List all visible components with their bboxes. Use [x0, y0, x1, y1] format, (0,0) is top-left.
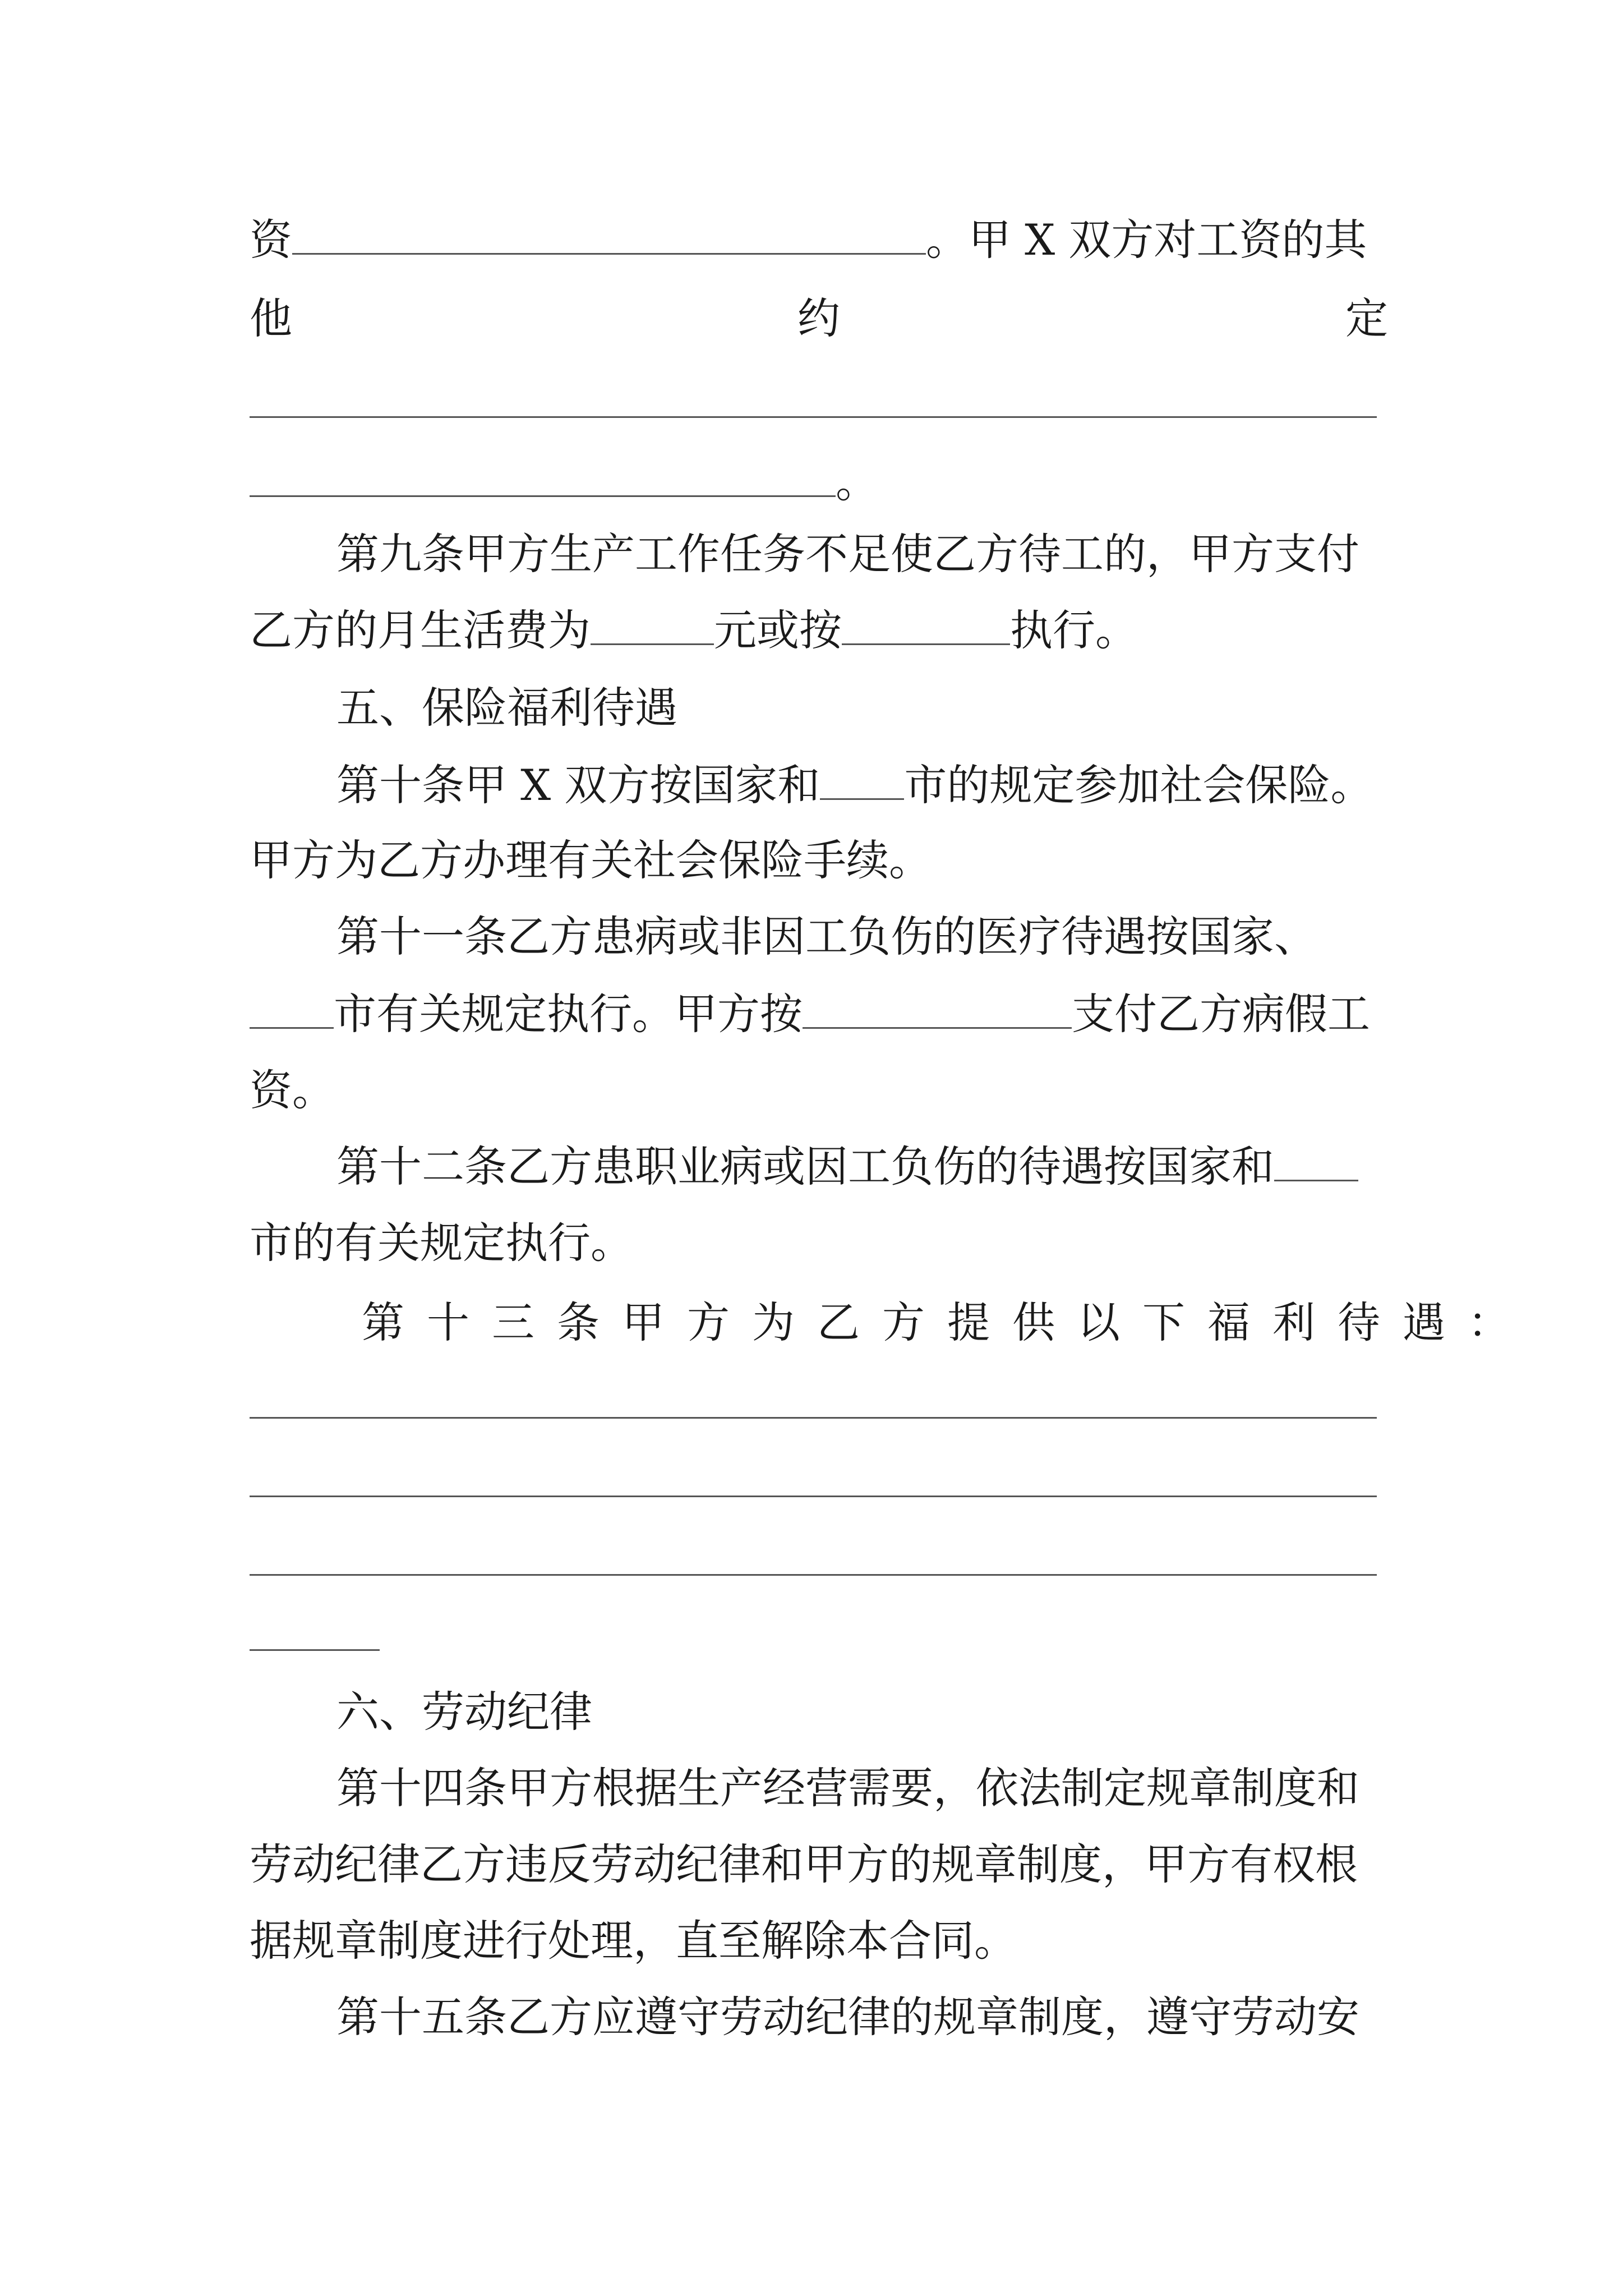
paragraph-line [250, 291, 1388, 347]
text-segment: 第十条甲 X 双方按国家和 [336, 760, 820, 810]
article-12-line [336, 1139, 1475, 1195]
fill-in-blank[interactable] [250, 456, 836, 497]
fill-in-blank[interactable] [250, 988, 334, 1029]
fill-in-line[interactable] [250, 1649, 380, 1651]
text-segment: 市有关规定执行。甲方按 [334, 989, 803, 1039]
text-segment: 元或按 [714, 605, 842, 655]
text-segment: 执行。 [1010, 605, 1138, 655]
fill-in-blank[interactable] [820, 759, 904, 800]
paragraph-line [250, 212, 1388, 268]
article-15-line: 第十五条乙方应遵守劳动纪律的规章制度，遵守劳动安 [336, 1992, 1359, 2042]
paragraph-line [250, 454, 1388, 510]
fill-in-blank[interactable] [842, 604, 1010, 645]
article-12-line: 市的有关规定执行。 [250, 1218, 633, 1268]
text-segment: 他 [250, 293, 292, 343]
text-segment: 定 [1345, 293, 1388, 343]
fill-in-line[interactable] [250, 1574, 1377, 1576]
fill-in-line[interactable] [250, 416, 1377, 418]
article-11-line: 第十一条乙方患病或非因工负伤的医疗待遇按国家、 [336, 912, 1317, 961]
article-11-line [250, 986, 1388, 1042]
text-segment: 。 [836, 457, 878, 507]
section-heading: 六、劳动纪律 [336, 1687, 592, 1737]
article-9-line [250, 602, 1388, 659]
text-segment: 乙方的月生活费为 [250, 605, 591, 655]
article-14-line: 据规章制度进行处理，直至解除本合同。 [250, 1916, 1017, 1966]
text-segment: 市的规定参加社会保险。 [904, 760, 1373, 810]
fill-in-line[interactable] [250, 1417, 1377, 1419]
fill-in-blank[interactable] [292, 214, 926, 255]
article-9-line: 第九条甲方生产工作任务不足使乙方待工的，甲方支付 [336, 529, 1359, 579]
text-segment: 第十二条乙方患职业病或因工负伤的待遇按国家和 [336, 1142, 1274, 1191]
text-segment: 。甲 X 双方对工资的其 [926, 215, 1367, 265]
fill-in-blank[interactable] [1274, 1140, 1358, 1181]
article-11-line: 资。 [250, 1065, 335, 1115]
fill-in-line[interactable] [250, 1496, 1377, 1497]
fill-in-blank[interactable] [591, 604, 714, 645]
text-segment: 资 [250, 215, 292, 265]
text-segment: 约 [797, 293, 840, 343]
article-10-line [336, 757, 1475, 813]
section-heading: 五、保险福利待遇 [336, 683, 677, 733]
article-10-line: 甲方为乙方办理有关社会保险手续。 [250, 835, 932, 885]
article-14-line: 第十四条甲方根据生产经营需要，依法制定规章制度和 [336, 1763, 1359, 1813]
article-13-line: 第十三条甲方为乙方提供以下福利待遇： [362, 1297, 1533, 1347]
article-14-line: 劳动纪律乙方违反劳动纪律和甲方的规章制度，甲方有权根 [250, 1839, 1358, 1889]
fill-in-blank[interactable] [803, 988, 1072, 1029]
text-segment: 支付乙方病假工 [1072, 989, 1370, 1039]
